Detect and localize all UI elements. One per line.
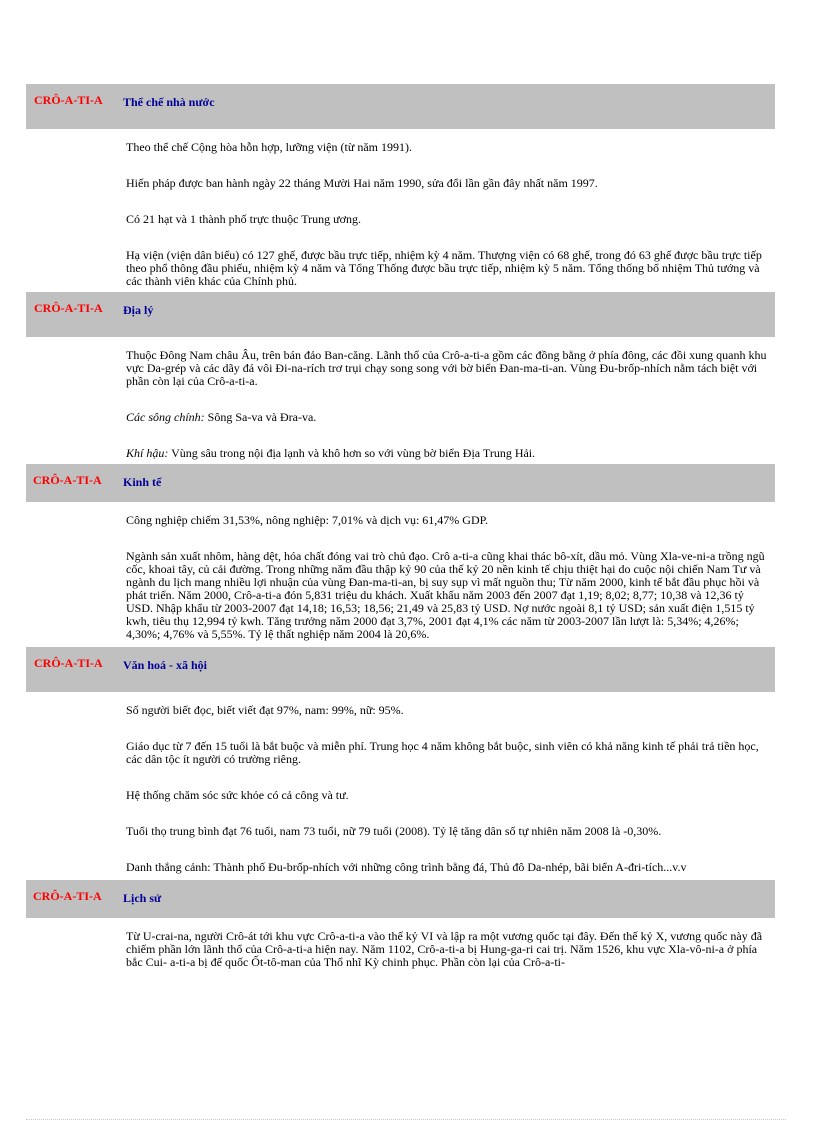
section-title: Lịch sử [123,891,162,905]
country-label: CRÔ-A-TI-A [33,889,102,903]
section-header [26,84,775,129]
section-body [26,349,775,460]
climate-label: Khí hậu: [126,446,169,460]
country-label: CRÔ-A-TI-A [34,656,103,670]
paragraph: Từ U-crai-na, người Crô-át tới khu vực Crô-a-ti-a vào thế kỷ VI và lập ra một vương quốc tại đây. Đến thế kỷ X, vương quốc này đã chiếm phần lớn lãnh thổ của Crô-a-ti-a hiện nay. Năm 1102, Crô-a-ti-a bị Hung-ga-ri cai trị. Năm 1526, khu vực Xla-vô-ni-a ở phía bắc Cui- a-ti-a bị đế quốc Ốt-tô-man của Thổ nhĩ Kỳ chinh phục. Phần còn lại của Crô-a-ti- [126,929,763,969]
section-title: Văn hoá - xã hội [123,658,208,672]
section-kinh-te [26,464,775,641]
document-page [26,84,775,969]
section-lich-su [26,880,775,969]
section-dia-ly [26,292,775,460]
country-label: CRÔ-A-TI-A [34,301,103,315]
section-van-hoa [26,647,775,874]
country-label: CRÔ-A-TI-A [33,473,102,487]
paragraph: Hệ thống chăm sóc sức khỏe có cả công và tư. [126,788,349,802]
section-title: Địa lý [123,303,154,317]
paragraph: Hiến pháp được ban hành ngày 22 tháng Mười Hai năm 1990, sửa đổi lần gần đây nhất năm 1997. [126,176,598,190]
section-header [26,880,775,918]
country-label: CRÔ-A-TI-A [34,93,103,107]
section-the-che [26,84,775,288]
paragraph: Tuổi thọ trung bình đạt 76 tuổi, nam 73 tuổi, nữ 79 tuổi (2008). Tỷ lệ tăng dân số tự nhiên năm 2008 là -0,30%. [126,824,662,838]
climate-text: Vùng sâu trong nội địa lạnh và khô hơn so với vùng bờ biển Địa Trung Hải. [168,446,536,460]
page-bottom-divider [26,1119,786,1120]
paragraph: Có 21 hạt và 1 thành phố trực thuộc Trung ương. [126,212,362,226]
section-header [26,292,775,337]
section-header [26,647,775,692]
paragraph: Theo thể chế Cộng hòa hỗn hợp, lưỡng viện (từ năm 1991). [126,140,412,154]
rivers-text: Sông Sa-va và Đra-va. [204,410,317,424]
paragraph: Công nghiệp chiếm 31,53%, nông nghiệp: 7,01% và dịch vụ: 61,47% GDP. [126,513,488,527]
rivers-row [126,411,769,424]
paragraph: Hạ viện (viện dân biểu) có 127 ghế, được bầu trực tiếp, nhiệm kỳ 4 năm. Thượng viện có 68 ghế, trong đó 63 ghế được bầu trực tiếp theo phổ thông đầu phiếu, nhiệm kỳ 4 năm và Tổng Thống được bầu trực tiếp, nhiệm kỳ 5 năm. Tổng thống bổ nhiệm Thủ tướng và các thành viên khác của Chính phủ. [126,248,762,288]
climate-row [126,447,769,460]
section-body [26,930,775,969]
paragraph: Số người biết đọc, biết viết đạt 97%, nam: 99%, nữ: 95%. [126,703,404,717]
section-header [26,464,775,502]
paragraph: Ngành sản xuất nhôm, hàng dệt, hóa chất đóng vai trò chủ đạo. Crô a-ti-a cũng khai thác bô-xít, dầu mỏ. Vùng Xla-ve-ni-a trồng ngũ cốc, khoai tây, củ cải đường. Trong những năm đầu thập kỷ 90 của thế kỷ 20 nền kinh tế chịu thiệt hại do cuộc nội chiến Nam Tư và ngành du lịch mang nhiều lợi nhuận của vùng Đan-ma-ti-an, bị suy sụp vì mất nguồn thu; Từ năm 2000, kinh tế bắt đầu phục hồi và phát triển. Năm 2000, Crô-a-ti-a đón 5,831 triệu du khách. Xuất khẩu năm 2003 đến 2007 đạt 1,19; 8,02; 8,77; 10,38 và 12,36 tỷ USD. Nhập khẩu từ 2003-2007 đạt 14,18; 16,53; 18,56; 21,49 và 25,83 tỷ USD. Nợ nước ngoài 8,1 tỷ USD; sản xuất điện 1,515 tỷ kwh, tiêu thụ 12,994 tỷ kwh. Tăng trưởng năm 2000 đạt 3,7%, 2001 đạt 4,1% các năm từ 2003-2007 lần lượt là: 5,34%; 4,26%; 4,30%; 4,76% và 5,55%. Tỷ lệ thất nghiệp năm 2004 là 20,6%. [126,549,765,641]
section-title: Kinh tế [123,475,162,489]
rivers-label: Các sông chính: [126,410,205,424]
paragraph: Thuộc Đông Nam châu Âu, trên bán đảo Ban-căng. Lãnh thổ của Crô-a-ti-a gồm các đồng bằng ở phía đông, các đồi xung quanh khu vực Da-grép và các dãy đá vôi Đi-na-rích trơ trụi chạy song song với bờ biển Đan-ma-ti-an. Vùng Đu-brốp-nhích nằm tách biệt với phần còn lại của Crô-a-ti-a. [126,348,767,388]
section-body [26,704,775,874]
paragraph: Danh thắng cảnh: Thành phố Đu-brốp-nhích với những công trình bằng đá, Thủ đô Da-nhép, bãi biển A-đri-tích...v.v [126,860,687,874]
section-body [26,141,775,288]
section-title: Thể chế nhà nước [123,95,215,109]
paragraph: Giáo dục từ 7 đến 15 tuổi là bắt buộc và miễn phí. Trung học 4 năm không bắt buộc, sinh viên có khả năng kinh tế phải trả tiền học, các dân tộc ít người có trường riêng. [126,739,759,766]
section-body [26,514,775,641]
